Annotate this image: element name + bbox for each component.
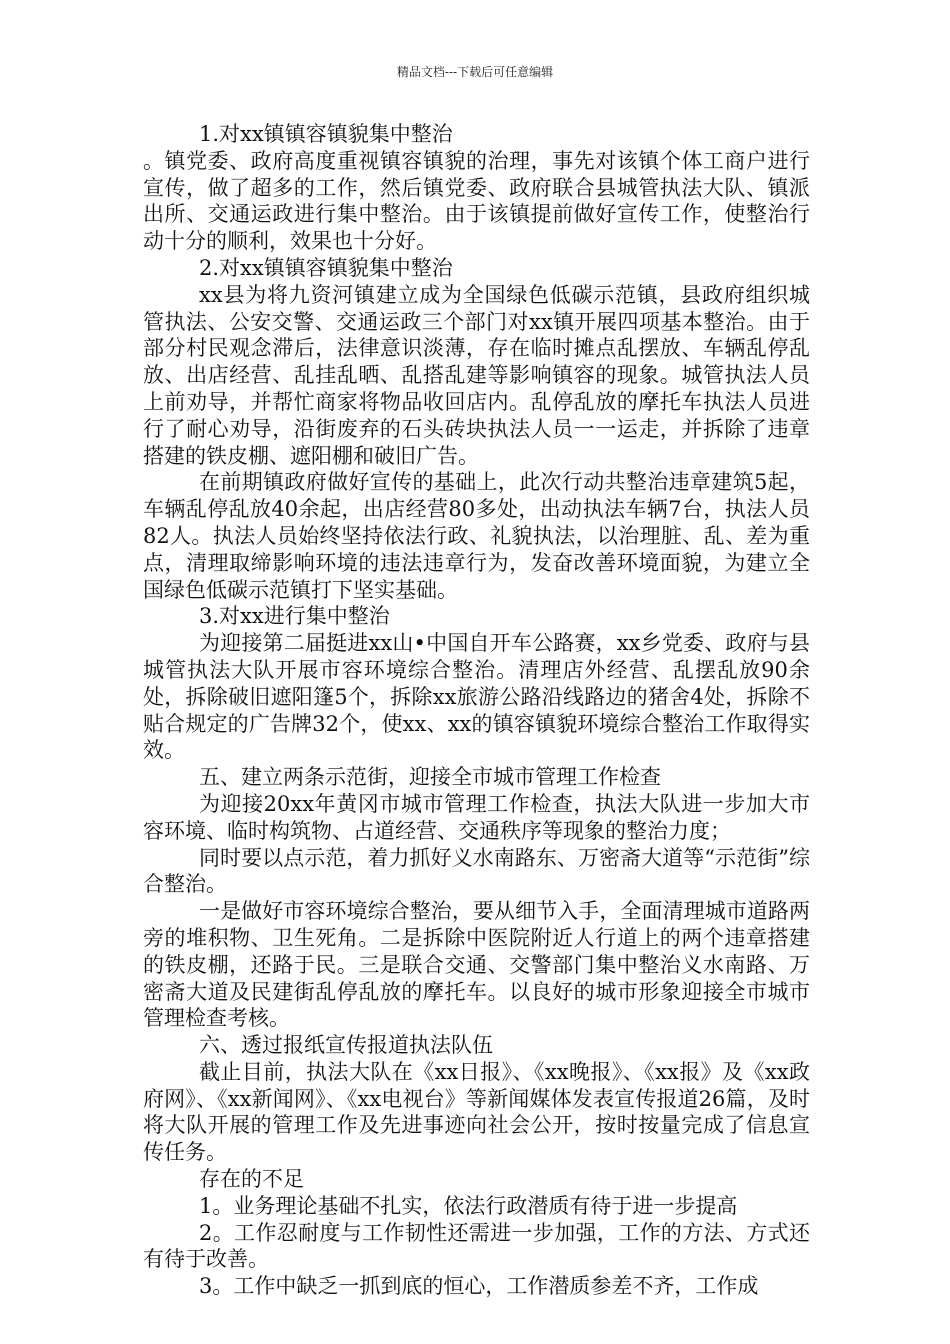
document-body xyxy=(143,121,810,1300)
body-paragraph: 同时要以点示范，着力抓好义水南路东、万密斋大道等“示范街”综合整治。 xyxy=(143,845,810,897)
section-heading: 3.对xx进行集中整治 xyxy=(199,604,390,629)
body-paragraph: 在前期镇政府做好宣传的基础上，此次行动共整治违章建筑5起，车辆乱停乱放40余起，出店经营80多处，出动执法车辆7台，执法人员82人。执法人员始终坚持依法行政、礼貌执法，以治理脏、乱、差为重点，清理取缔影响环境的违法违章行为，发奋改善环境面貌，为建立全国绿色低碳示范镇打下坚实基础。 xyxy=(143,470,810,602)
body-paragraph: 为迎接第二届挺进xx山•中国自开车公路赛，xx乡党委、政府与县城管执法大队开展市容环境综合整治。清理店外经营、乱摆乱放90余处，拆除破旧遮阳篷5个，拆除xx旅游公路沿线路边的猪舍4处，拆除不贴合规定的广告牌32个，使xx、xx的镇容镇貌环境综合整治工作取得实效。 xyxy=(143,631,810,763)
body-paragraph: 截止目前，执法大队在《xx日报》、《xx晚报》、《xx报》及《xx政府网》、《xx新闻网》、《xx电视台》等新闻媒体发表宣传报道26篇，及时将大队开展的管理工作及先进事迹向社会公开，按时按量完成了信息宣传任务。 xyxy=(143,1059,810,1165)
body-paragraph: 为迎接20xx年黄冈市城市管理工作检查，执法大队进一步加大市容环境、临时构筑物、占道经营、交通秩序等现象的整治力度； xyxy=(143,791,810,843)
section-heading: 六、透过报纸宣传报道执法队伍 xyxy=(199,1033,493,1058)
page-header: 精品文档---下载后可任意编辑 xyxy=(396,65,554,79)
section-heading: 五、建立两条示范街，迎接全市城市管理工作检查 xyxy=(199,765,661,790)
body-paragraph: 。镇党委、政府高度重视镇容镇貌的治理，事先对该镇个体工商户进行宣传，做了超多的工作，然后镇党委、政府联合县城管执法大队、镇派出所、交通运政进行集中整治。由于该镇提前做好宣传工作，使整治行动十分的顺利，效果也十分好。 xyxy=(143,148,810,254)
list-item: 1。业务理论基础不扎实，依法行政潜质有待于进一步提高 xyxy=(199,1193,738,1218)
body-paragraph: 一是做好市容环境综合整治，要从细节入手，全面清理城市道路两旁的堆积物、卫生死角。二是拆除中医院附近人行道上的两个违章搭建的铁皮棚，还路于民。三是联合交通、交警部门集中整治义水南路、万密斋大道及民建街乱停乱放的摩托车。以良好的城市形象迎接全市城市管理检查考核。 xyxy=(143,899,810,1031)
section-heading: 存在的不足 xyxy=(199,1167,304,1192)
section-heading: 2.对xx镇镇容镇貌集中整治 xyxy=(199,255,453,280)
list-item: 2。工作忍耐度与工作韧性还需进一步加强，工作的方法、方式还有待于改善。 xyxy=(143,1220,810,1272)
body-paragraph: xx县为将九资河镇建立成为全国绿色低碳示范镇，县政府组织城管执法、公安交警、交通运政三个部门对xx镇开展四项基本整治。由于部分村民观念滞后，法律意识淡薄，存在临时摊点乱摆放、车辆乱停乱放、出店经营、乱挂乱晒、乱搭乱建等影响镇容的现象。城管执法人员上前劝导，并帮忙商家将物品收回店内。乱停乱放的摩托车执法人员进行了耐心劝导，沿街废弃的石头砖块执法人员一一运走，并拆除了违章搭建的铁皮棚、遮阳棚和破旧广告。 xyxy=(143,282,810,468)
list-item: 3。工作中缺乏一抓到底的恒心，工作潜质参差不齐，工作成 xyxy=(199,1274,759,1299)
section-heading: 1.对xx镇镇容镇貌集中整治 xyxy=(199,122,453,146)
